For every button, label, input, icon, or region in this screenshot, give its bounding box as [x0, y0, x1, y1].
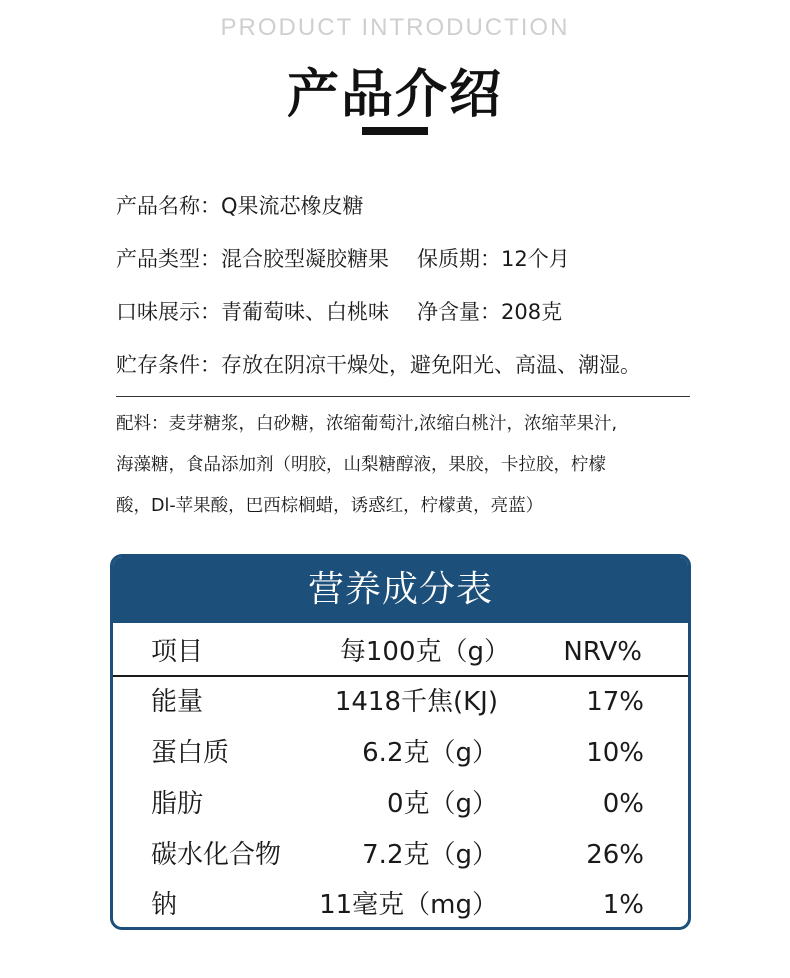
nutrition-table	[110, 554, 691, 930]
title-underline	[362, 127, 428, 135]
column-header-nrv: NRV%	[563, 637, 642, 667]
column-header-item: 项目	[151, 637, 204, 667]
nutrient-name: 能量	[151, 687, 204, 717]
subtitle-english: PRODUCT INTRODUCTION	[220, 14, 570, 41]
nutrient-amount: 6.2克（g）	[362, 738, 498, 768]
nutrient-nrv: 26%	[586, 840, 644, 870]
nutrient-name: 蛋白质	[151, 738, 230, 768]
ingredients-line: 配料：麦芽糖浆，白砂糖，浓缩葡萄汁,浓缩白桃汁，浓缩苹果汁,	[116, 414, 618, 434]
nutrient-name: 脂肪	[151, 789, 204, 819]
ingredients-text	[116, 404, 696, 527]
nutrient-nrv: 1%	[602, 890, 644, 920]
table-row	[113, 830, 688, 880]
info-net-content: 净含量：208克	[417, 300, 563, 324]
info-storage: 贮存条件：存放在阴凉干燥处，避免阳光、高温、潮湿。	[116, 353, 641, 377]
info-product-name: 产品名称：Q果流芯橡皮糖	[116, 194, 364, 218]
info-shelf-life: 保质期：12个月	[417, 247, 570, 271]
nutrient-name: 钠	[151, 890, 178, 920]
nutrient-nrv: 0%	[602, 789, 644, 819]
table-row	[113, 779, 688, 829]
nutrition-table-title: 营养成分表	[113, 557, 688, 623]
ingredients-line: 酸，Dl-苹果酸，巴西棕榈蜡，诱惑红，柠檬黄，亮蓝）	[116, 496, 544, 516]
nutrient-amount: 1418千焦(KJ)	[334, 687, 498, 717]
nutrient-amount: 11毫克（mg）	[319, 890, 498, 920]
table-row	[113, 677, 688, 727]
nutrient-nrv: 17%	[586, 687, 644, 717]
table-row	[113, 880, 688, 930]
nutrient-amount: 7.2克（g）	[362, 840, 498, 870]
info-product-type: 产品类型：混合胶型凝胶糖果	[116, 247, 389, 271]
column-header-per100g: 每100克（g）	[339, 637, 510, 667]
page-title: 产品介绍	[286, 65, 503, 125]
nutrient-name: 碳水化合物	[151, 840, 282, 870]
nutrient-amount: 0克（g）	[386, 789, 498, 819]
nutrient-nrv: 10%	[586, 738, 644, 768]
nutrition-header-row	[113, 627, 688, 677]
info-flavor: 口味展示：青葡萄味、白桃味	[116, 300, 389, 324]
info-type-row	[116, 243, 570, 273]
info-flavor-row	[116, 296, 562, 326]
table-row	[113, 728, 688, 778]
section-divider	[116, 396, 690, 397]
ingredients-line: 海藻糖，食品添加剂（明胶，山梨糖醇液，果胶，卡拉胶，柠檬	[116, 455, 606, 475]
